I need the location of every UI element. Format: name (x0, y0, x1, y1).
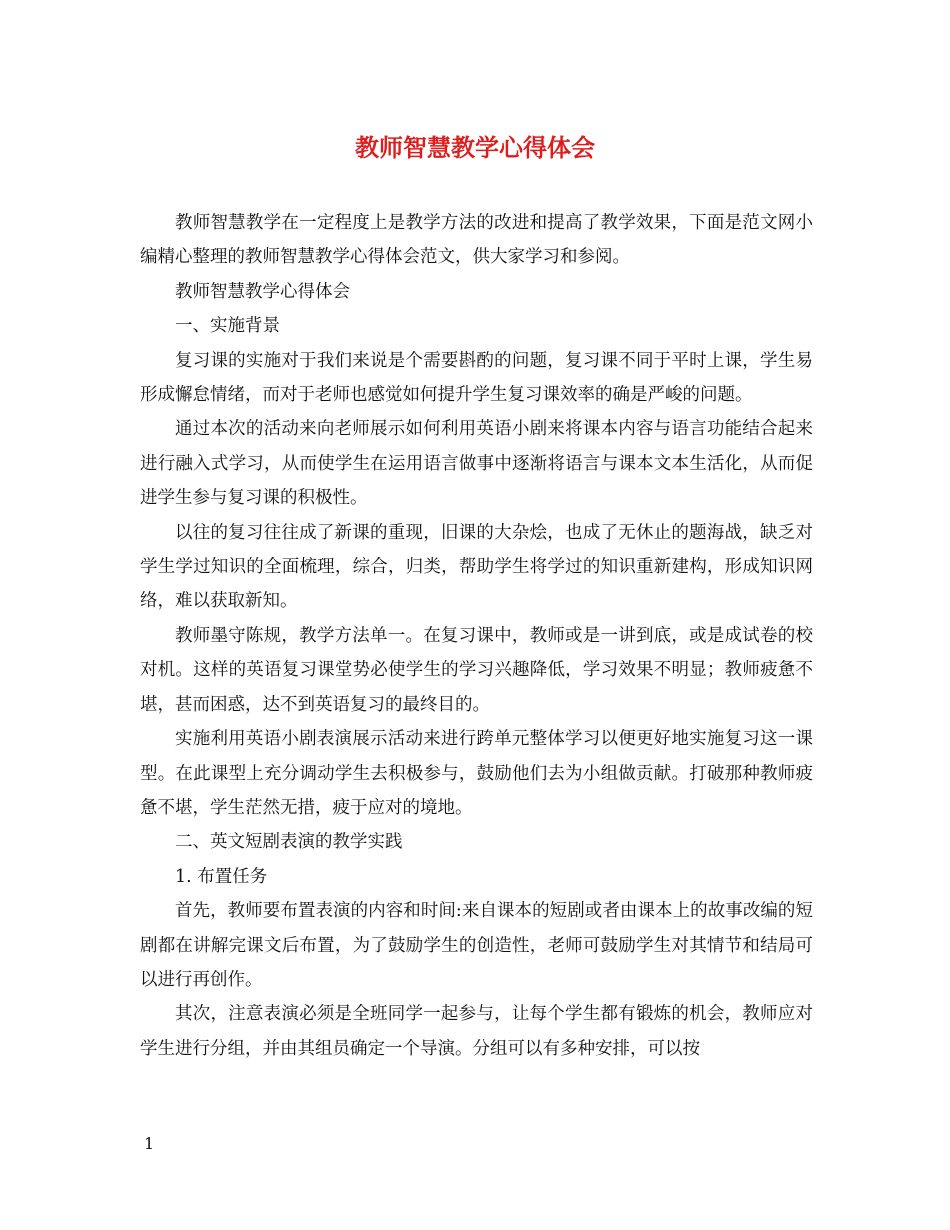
paragraph: 教师墨守陈规，教学方法单一。在复习课中，教师或是一讲到底，或是成试卷的校对机。这样的英语复习课堂势必使学生的学习兴趣降低，学习效果不明显；教师疲惫不堪，甚而困惑，达不到英语复习的最终目的。 (140, 625, 813, 715)
page-number: 1 (144, 1134, 155, 1153)
paragraph: 其次，注意表演必须是全班同学一起参与，让每个学生都有锻炼的机会，教师应对学生进行分组，并由其组员确定一个导演。分组可以有多种安排，可以按 (140, 1004, 813, 1059)
document-body (140, 206, 813, 1066)
section-heading-background: 一、实施背景 (175, 316, 280, 337)
paragraph: 通过本次的活动来向老师展示如何利用英语小剧来将课本内容与语言功能结合起来进行融入式学习，从而使学生在运用语言做事中逐渐将语言与课本文本生活化，从而促进学生参与复习课的积极性。 (140, 419, 813, 509)
subsection-heading-assign-task: 1. 布置任务 (175, 866, 268, 887)
paragraph-intro: 教师智慧教学在一定程度上是教学方法的改进和提高了教学效果，下面是范文网小编精心整理的教师智慧教学心得体会范文，供大家学习和参阅。 (140, 213, 813, 268)
paragraph: 首先，教师要布置表演的内容和时间:来自课本的短剧或者由课本上的故事改编的短剧都在讲解完课文后布置，为了鼓励学生的创造性，老师可鼓励学生对其情节和结局可以进行再创作。 (140, 901, 813, 990)
paragraph: 实施利用英语小剧表演展示活动来进行跨单元整体学习以便更好地实施复习这一课型。在此课型上充分调动学生去积极参与，鼓励他们去为小组做贡献。打破那种教师疲惫不堪，学生茫然无措，疲于应对的境地。 (140, 729, 813, 818)
paragraph: 复习课的实施对于我们来说是个需要斟酌的问题，复习课不同于平时上课，学生易形成懈怠情绪，而对于老师也感觉如何提升学生复习课效率的确是严峻的问题。 (140, 350, 813, 406)
document-title: 教师智慧教学心得体会 (355, 133, 595, 162)
paragraph: 以往的复习往往成了新课的重现，旧课的大杂烩，也成了无休止的题海战，缺乏对学生学过知识的全面梳理，综合，归类，帮助学生将学过的知识重新建构，形成知识网络，难以获取新知。 (140, 522, 813, 612)
section-heading-practice: 二、英文短剧表演的教学实践 (175, 832, 403, 853)
paragraph-subtitle: 教师智慧教学心得体会 (175, 281, 350, 302)
